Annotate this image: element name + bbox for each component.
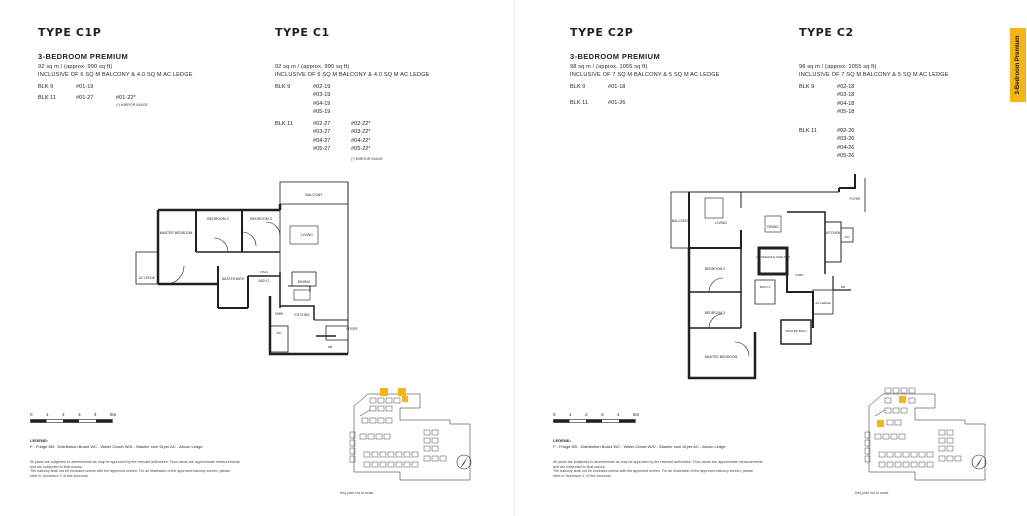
c1-blk9-units <box>313 83 330 117</box>
label-dining: DINING <box>297 280 311 284</box>
key-plan-left <box>340 376 480 488</box>
type-c1p-title: TYPE C1P <box>38 26 102 39</box>
type-c2p-subtitle: 3-BEDROOM PREMIUM <box>570 52 661 61</box>
c1p-blk11-label: BLK 11 <box>38 95 56 101</box>
disclaimer-line: The balcony shall not be enclosed unless with the approved screen. For an illustration of the approved balcony screen, please <box>553 469 754 474</box>
c2-blk11-units <box>837 127 854 161</box>
legend-line: F - Fridge DB - Distribution Board WC - Water Closet W/D - Washer cum Dryer AC - Aircon Ledge <box>30 444 203 449</box>
label-bath2: BATH 2 <box>258 279 270 283</box>
left-page <box>0 0 513 516</box>
disclaimer-line: refer to 'Annexure 1' of this brochure. <box>30 473 89 478</box>
label-yard: YARD <box>794 273 804 277</box>
c1p-blk9-unit: #01-19 <box>76 84 94 90</box>
unit: #04-22* <box>351 137 371 144</box>
label-dining: DINING <box>767 225 779 229</box>
label-bath2: BATH 2 <box>759 285 771 289</box>
unit: #03-22* <box>351 129 371 136</box>
c1p-mirror-note: (*) MIRROR IMAGE <box>116 103 148 107</box>
label-kitchen: KITCHEN <box>294 313 310 317</box>
c1-mirror-note: (*) MIRROR IMAGE <box>351 157 383 161</box>
c2p-blk9-label: BLK 9 <box>570 84 586 90</box>
c1p-blk11-mirror-unit: #01-22* <box>116 95 136 101</box>
c2-blk9-label: BLK 9 <box>799 84 815 90</box>
label-wc: WC <box>276 331 282 335</box>
disclaimer <box>30 460 290 478</box>
type-c1-title: TYPE C1 <box>275 26 330 39</box>
scale-tick: 5m <box>633 412 640 417</box>
legend-heading: LEGEND: <box>553 438 571 443</box>
scale-tick: 4 <box>617 412 620 417</box>
c2p-blk11-label: BLK 11 <box>570 100 588 106</box>
floor-plan-c1 <box>130 176 380 356</box>
unit: #02-19 <box>313 84 331 90</box>
c2p-blk9-unit: #01-18 <box>608 84 626 90</box>
type-c1-area: 92 sq m / (approx. 990 sq ft) <box>275 64 350 70</box>
label-foyer: FOYER <box>849 197 861 201</box>
unit: #03-26 <box>837 136 855 143</box>
side-tab-label: 3-Bedroom Premium <box>1015 35 1021 95</box>
scale-tick: 4 <box>94 412 97 417</box>
unit: #04-27 <box>313 137 331 144</box>
label-balcony: BALCONY <box>305 193 323 197</box>
unit: #02-26 <box>837 128 855 134</box>
label-master-bath: MASTER BATH <box>221 277 245 281</box>
c2p-blk11-unit: #01-26 <box>608 100 626 106</box>
type-c2p-title: TYPE C2P <box>570 26 634 39</box>
type-c2-title: TYPE C2 <box>799 26 854 39</box>
c2-blk11-label: BLK 11 <box>799 128 817 134</box>
side-tab <box>1010 28 1026 102</box>
unit: #03-19 <box>313 92 331 99</box>
disclaimer-line: and are subjected to final survey. <box>553 464 606 469</box>
scale-tick: 1 <box>569 412 572 417</box>
unit: #04-19 <box>313 100 331 107</box>
unit: #02-27 <box>313 121 331 127</box>
scale-ruler <box>553 419 637 424</box>
type-c1-inclusive: INCLUSIVE OF 6 SQ M BALCONY & 4.0 SQ M AC LEDGE <box>275 72 430 78</box>
key-plan-note: Key plan not to scale. <box>855 491 890 495</box>
label-master-bedroom: MASTER BEDROOM <box>704 355 738 359</box>
scale-ruler <box>30 419 114 424</box>
key-plan-right <box>855 376 995 488</box>
unit: #05-22* <box>351 146 371 153</box>
unit: #05-26 <box>837 153 855 160</box>
label-bedroom3: BEDROOM 3 <box>250 217 272 221</box>
disclaimer-line: The balcony shall not be enclosed unless with the approved screen. For an illustration of the approved balcony screen, please <box>30 469 231 474</box>
label-living: LIVING <box>301 233 313 237</box>
c2-blk9-units <box>837 83 854 117</box>
c1-blk11-label: BLK 11 <box>275 121 293 127</box>
label-living: LIVING <box>715 221 727 225</box>
label-db: DB <box>327 345 333 349</box>
legend-line: F - Fridge DB - Distribution Board WC - Water Closet W/D - Washer cum Dryer AC - Aircon Ledge <box>553 444 726 449</box>
label-kitchen: KITCHEN <box>826 231 840 235</box>
legend-heading: LEGEND: <box>30 438 48 443</box>
unit: #02-22* <box>351 121 371 127</box>
label-shelter: HOUSEHOLD SHELTER <box>756 255 790 259</box>
c1-blk11-units <box>313 120 330 154</box>
label-yard: YARD <box>274 312 284 316</box>
floor-plan-c2 <box>665 172 895 384</box>
unit: #04-26 <box>837 144 855 151</box>
key-plan-note: Key plan not to scale. <box>340 491 375 495</box>
c1p-blk9-label: BLK 9 <box>38 84 54 90</box>
type-c2p-inclusive: INCLUSIVE OF 7 SQ M BALCONY & 5 SQ M AC LEDGE <box>570 72 720 78</box>
label-bedroom2: BEDROOM 2 <box>207 217 229 221</box>
label-db: DB <box>840 285 846 289</box>
label-foyer: FOYER <box>346 327 358 331</box>
unit: #05-18 <box>837 109 855 116</box>
c1p-blk11-unit: #01-27 <box>76 95 94 101</box>
disclaimer-line: All plans are subjected to amendments as may be approved by the relevant authorities. Floor areas are approximate measurements <box>30 460 240 464</box>
label-master-bath: MASTER BATH <box>785 329 807 333</box>
disclaimer <box>553 460 813 478</box>
unit: #03-18 <box>837 92 855 99</box>
type-c1p-inclusive: INCLUSIVE OF 6 SQ M BALCONY & 4.0 SQ M AC LEDGE <box>38 72 193 78</box>
scale-tick: 1 <box>46 412 49 417</box>
label-ac-ledge: AC LEDGE <box>815 301 831 305</box>
scale-tick: 2 <box>585 412 588 417</box>
right-page <box>514 0 1027 516</box>
type-c2-inclusive: INCLUSIVE OF 7 SQ M BALCONY & 5 SQ M AC LEDGE <box>799 72 949 78</box>
label-fs: F/S/A <box>260 270 268 274</box>
unit: #02-18 <box>837 84 855 90</box>
type-c2p-area: 98 sq m / (approx. 1055 sq ft) <box>570 64 648 70</box>
unit: #05-19 <box>313 109 331 116</box>
scale-tick: 3 <box>601 412 604 417</box>
disclaimer-line: All plans are subjected to amendments as may be approved by the relevant authorities. Floor areas are approximate measurements <box>553 460 763 464</box>
scale-tick: 0 <box>553 412 556 417</box>
scale-tick: 2 <box>62 412 65 417</box>
c1-blk11-mirror-units <box>351 120 371 154</box>
label-ac-ledge: AC LEDGE <box>138 276 156 280</box>
unit: #05-27 <box>313 146 331 153</box>
scale-tick: 0 <box>30 412 33 417</box>
type-c1p-area: 92 sq m / (approx. 990 sq ft) <box>38 64 113 70</box>
c1-blk9-label: BLK 9 <box>275 84 291 90</box>
label-balcony: BALCONY <box>671 219 689 223</box>
label-bedroom3: BEDROOM 3 <box>704 311 726 315</box>
disclaimer-line: and are subjected to final survey. <box>30 464 83 469</box>
disclaimer-line: refer to 'Annexure 1' of this brochure. <box>553 473 612 478</box>
type-c2-area: 98 sq m / (approx. 1055 sq ft) <box>799 64 877 70</box>
type-c1p-subtitle: 3-BEDROOM PREMIUM <box>38 52 129 61</box>
unit: #04-18 <box>837 100 855 107</box>
label-wc: WC <box>844 235 850 239</box>
scale-tick: 3 <box>78 412 81 417</box>
label-master-bedroom: MASTER BEDROOM <box>159 231 193 235</box>
label-bedroom2: BEDROOM 2 <box>704 267 726 271</box>
unit: #03-27 <box>313 129 331 136</box>
scale-tick: 5m <box>110 412 117 417</box>
